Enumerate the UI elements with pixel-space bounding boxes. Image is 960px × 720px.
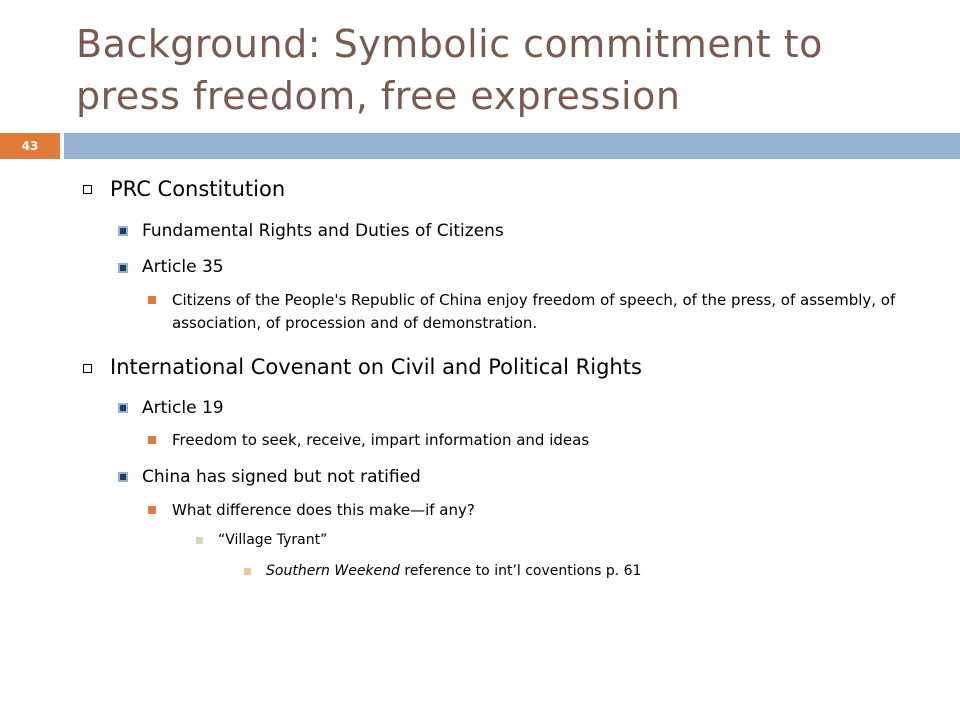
slide-number: 43 xyxy=(0,133,60,159)
slide-title: Background: Symbolic commitment to press freedom, free expression xyxy=(76,22,823,118)
southern-weekend-rest: reference to int’l coventions p. 61 xyxy=(399,563,642,579)
hollow-square-bullet-icon xyxy=(83,185,92,194)
bullet-iccpr: International Covenant on Civil and Political Rights xyxy=(110,355,642,379)
square-bullet-icon xyxy=(118,263,128,273)
bullet-fundamental-rights: Fundamental Rights and Duties of Citizens xyxy=(142,221,504,241)
bullet-what-difference: What difference does this make—if any? xyxy=(172,501,475,519)
bullet-article-19: Article 19 xyxy=(142,398,224,418)
orange-square-bullet-icon xyxy=(148,436,156,444)
square-bullet-icon xyxy=(118,403,128,413)
southern-weekend-title: Southern Weekend xyxy=(266,563,400,579)
title-divider-bar xyxy=(64,133,960,159)
bullet-village-tyrant: “Village Tyrant” xyxy=(218,532,328,548)
bullet-china-signed: China has signed but not ratified xyxy=(142,467,421,487)
bullet-article-35: Article 35 xyxy=(142,257,224,277)
square-bullet-icon xyxy=(118,472,128,482)
square-bullet-icon xyxy=(118,226,128,236)
bullet-southern-weekend xyxy=(266,561,641,581)
small-square-bullet-icon xyxy=(244,568,251,575)
hollow-square-bullet-icon xyxy=(83,364,92,373)
small-square-bullet-icon xyxy=(196,537,203,544)
orange-square-bullet-icon xyxy=(148,506,156,514)
bullet-prc-constitution: PRC Constitution xyxy=(110,177,286,201)
bullet-article-19-text: Freedom to seek, receive, impart information and ideas xyxy=(172,431,590,449)
bullet-article-35-text: Citizens of the People's Republic of China enjoy freedom of speech, of the press, of assembly, of association, of procession and of demonstration. xyxy=(172,291,896,332)
orange-square-bullet-icon xyxy=(148,296,156,304)
